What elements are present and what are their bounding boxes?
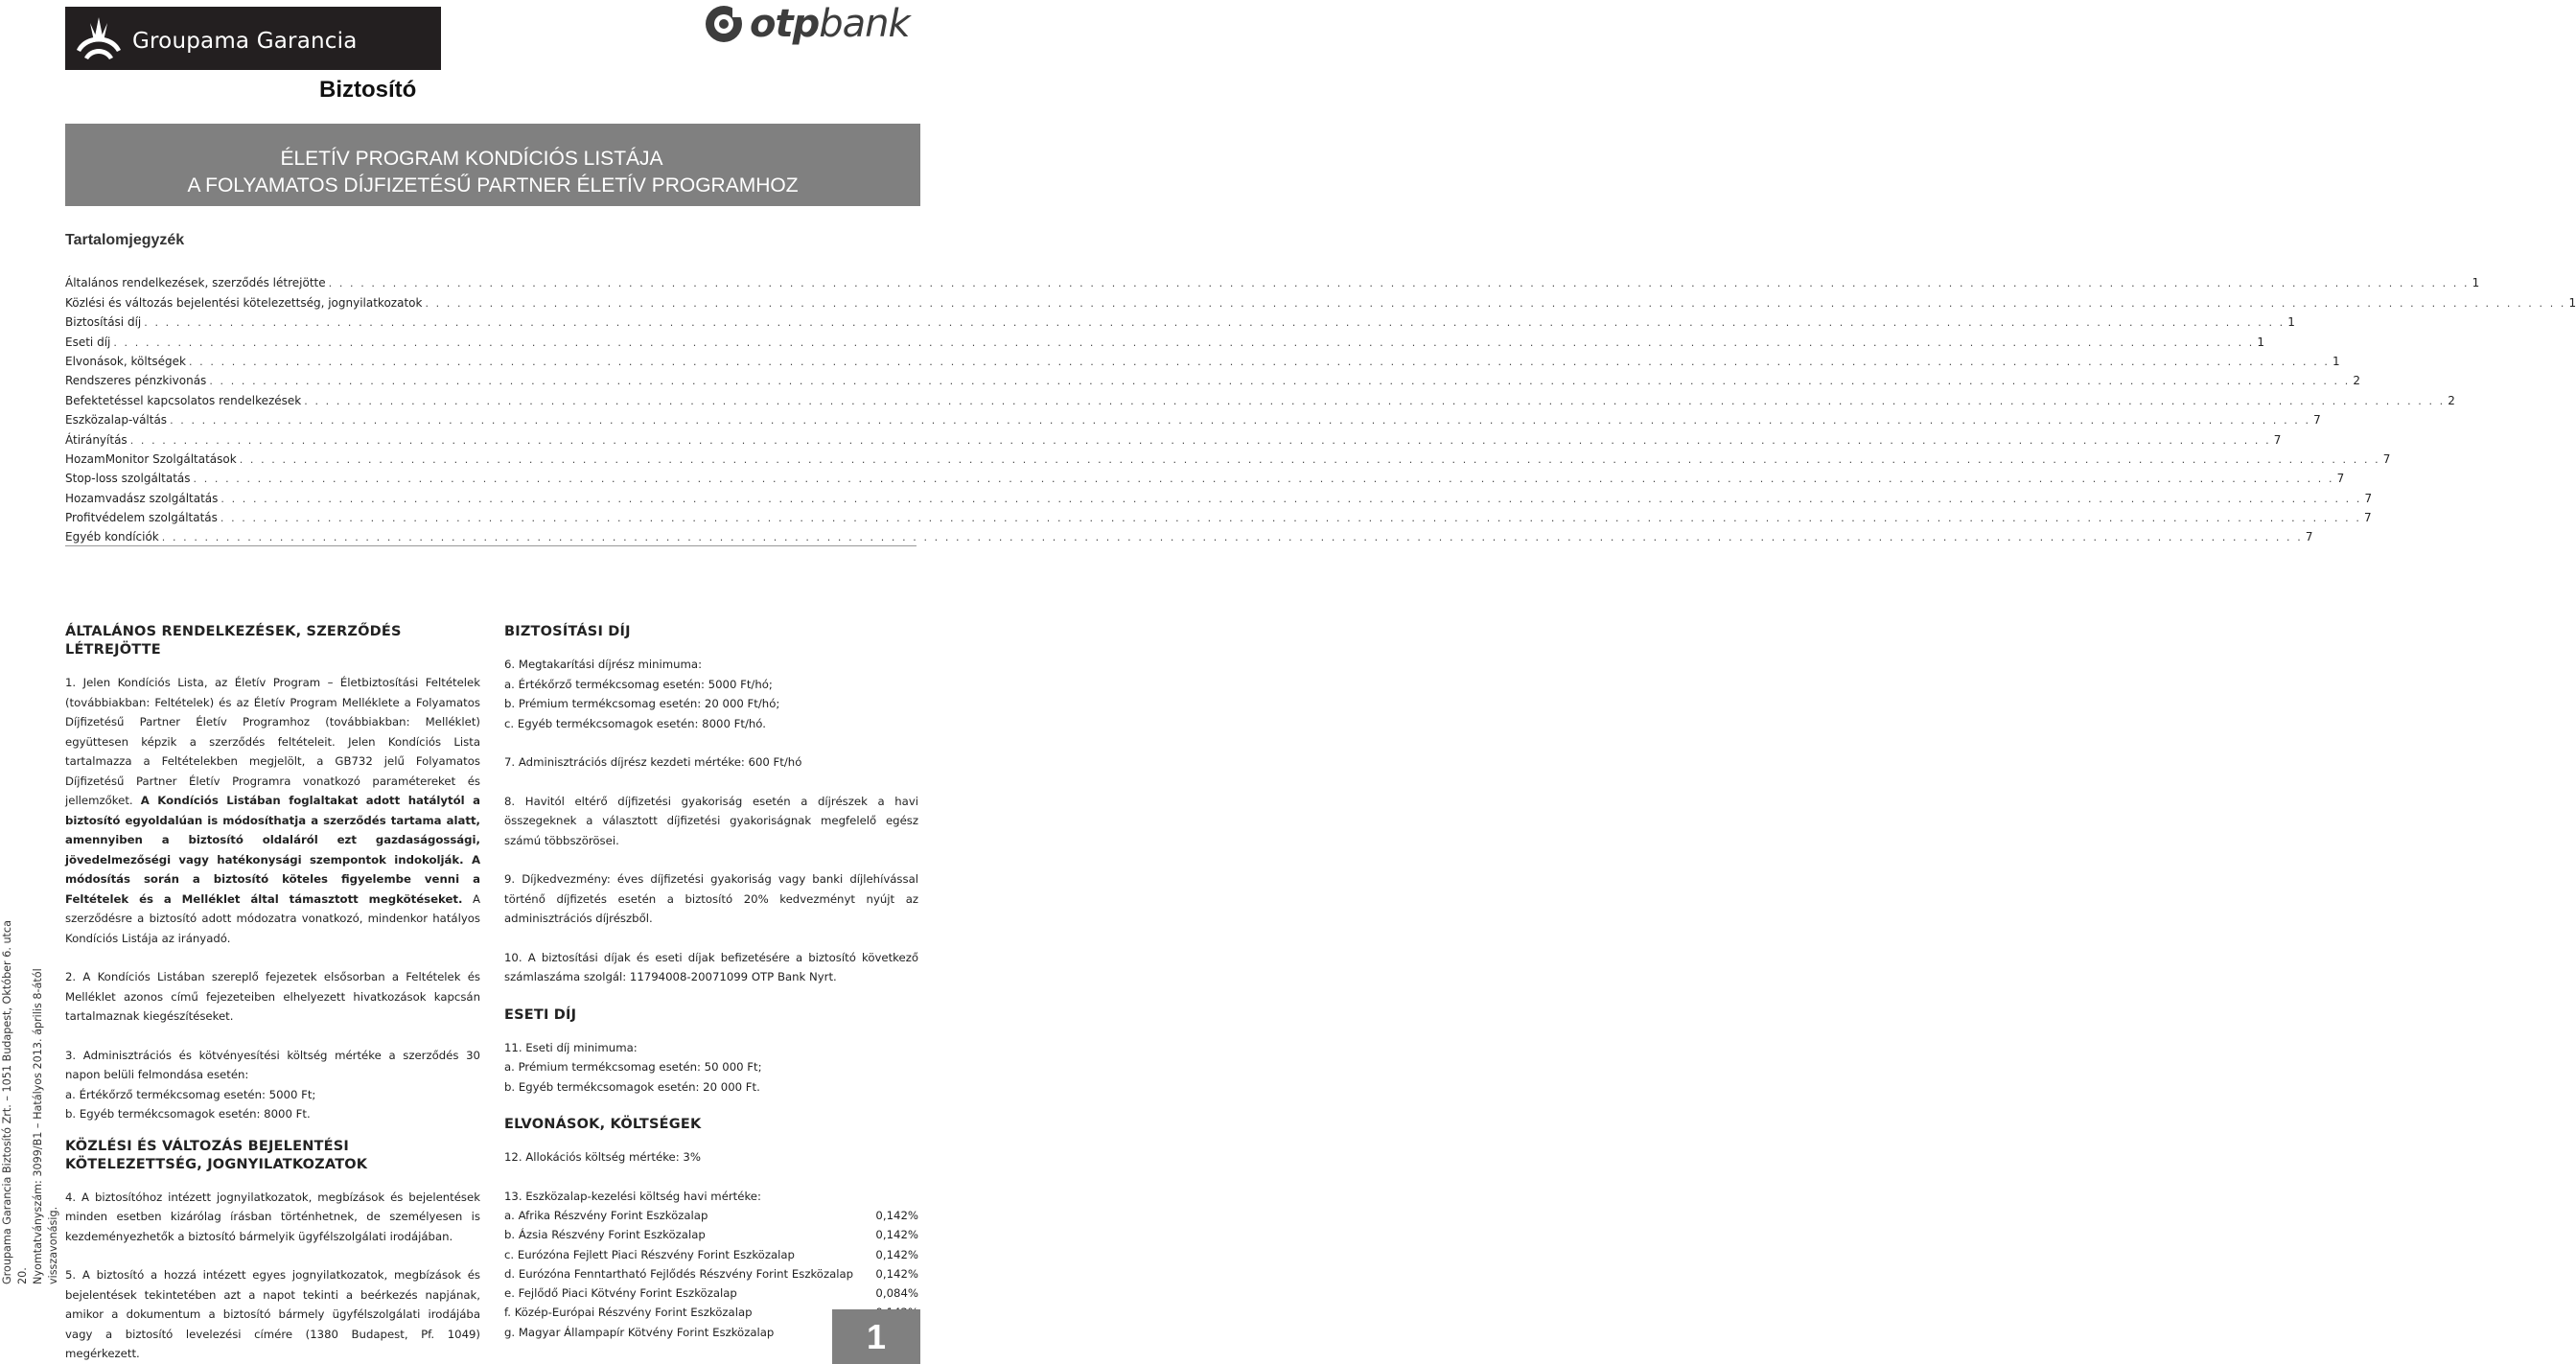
- paragraph-5: 5. A biztosító a hozzá intézett egyes jognyilatkozatok, megbízások és bejelentések tekintetében azt a napot tekinti a beérkezés napjának, amikor a dokumentum a biztosító bármely ügyfélszolgálati irodájába vagy a biztosító levelezési címére (1380 Budapest, Pf. 1049) megérkezett.: [65, 1268, 480, 1360]
- toc-item-label: Eszközalap-váltás: [65, 413, 168, 428]
- toc-heading: Tartalomjegyzék: [65, 232, 185, 248]
- toc-item[interactable]: [65, 387, 2455, 407]
- toc-item-label: Befektetéssel kapcsolatos rendelkezések: [65, 393, 302, 407]
- fund-name: e. Fejlődő Piaci Kötvény Forint Eszközalap: [504, 1286, 737, 1301]
- section-heading-general: ÁLTALÁNOS RENDELKEZÉSEK, SZERZŐDÉS LÉTREJÖTTE: [65, 624, 402, 658]
- toc-item[interactable]: [65, 349, 2340, 368]
- toc-leader-dots: . . . . . . . . . . . . . . . . . . . . . . . . . . . . . . . . . . . . . . . . . . . . . . . . . . . . . . . . . . . . . . . . . . . . . . . . . . . . . . . . . . . . . . . . . . . . . . . . . . . . . . . . . . . . . . . . . . . . . . . . . . . . . . . . . . . . . . . . . . . . . . . . . . . . . . . . . . . . . . . . . . . . . . . . . . . . . . . . . . . . . . . . . . . . . . . . . . . . . . . .: [425, 296, 2566, 310]
- document-title-line1: ÉLETÍV PROGRAM KONDÍCIÓS LISTÁJA: [280, 148, 663, 170]
- paragraph-13: 13. Eszközalap-kezelési költség havi mértéke:: [504, 1189, 761, 1203]
- section-heading-premium: BIZTOSÍTÁSI DÍJ: [504, 624, 631, 639]
- toc-item[interactable]: [65, 407, 2321, 428]
- paragraph-8: 8. Havitól eltérő díjfizetési gyakoriság esetén a díjrészek a havi összegeknek a választott díjfizetési gyakoriságnak megfelelő egész számú többszörösei.: [504, 794, 918, 847]
- toc-item-page: 1: [2287, 315, 2295, 330]
- toc-item-page: 7: [2336, 472, 2345, 486]
- toc-item-page: 7: [2364, 491, 2373, 505]
- toc-leader-dots: . . . . . . . . . . . . . . . . . . . . . . . . . . . . . . . . . . . . . . . . . . . . . . . . . . . . . . . . . . . . . . . . . . . . . . . . . . . . . . . . . . . . . . . . . . . . . . . . . . . . . . . . . . . . . . . . . . . . . . . . . . . . . . . . . . . . . . . . . . . . . . . . . . . . . . . . . . . . . . . . . . . . . . . . . . . . . . . . . . . . . . . . . . . . . . . . . . . . . . . .: [170, 414, 2311, 428]
- paragraph-7: 7. Adminisztrációs díjrész kezdeti mértéke: 600 Ft/hó: [504, 755, 802, 769]
- fund-fee-value: 0,142%: [875, 1209, 918, 1222]
- section-heading-notifications: KÖZLÉSI ÉS VÁLTOZÁS BEJELENTÉSI KÖTELEZETTSÉG, JOGNYILATKOZATOK: [65, 1138, 368, 1172]
- fund-fee-row: [504, 1245, 918, 1264]
- toc-item-label: Egyéb kondíciók: [65, 530, 159, 544]
- paragraph-1: 1. Jelen Kondíciós Lista, az Életív Program – Életbiztosítási Feltételek (továbbiakban: Feltételek) és az Életív Program Melléklete a Folyamatos Díjfizetésű Partner Életív Programhoz (továbbiakban: Melléklet) együttesen képzik a szerződés feltételeit. Jelen Kondíciós Lista tartalmazza a Feltételekben megjelölt, a GB732 jelű Folyamatos Díjfizetésű Partner Életív Programra vonatkozó paramétereket és jellemzőket. A Kondíciós Listában foglaltakat adott hatálytól a biztosító egyoldalúan is módosíthatja a szerződés tartama alatt, amennyiben a biztosító oldaláról ezt gazdaságossági, jövedelmezőségi vagy hatékonysági szempontok indokolják. A módosítás során a biztosító köteles figyelembe venni a Feltételek és a Melléklet által támasztott megkötéseket. A szerződésre a biztosító adott módozatra vonatkozó, mindenkor hatályos Kondíciós Listája az irányadó.: [65, 676, 480, 945]
- otp-emblem-icon: [704, 4, 744, 44]
- toc-item[interactable]: [65, 368, 2360, 388]
- toc-leader-dots: . . . . . . . . . . . . . . . . . . . . . . . . . . . . . . . . . . . . . . . . . . . . . . . . . . . . . . . . . . . . . . . . . . . . . . . . . . . . . . . . . . . . . . . . . . . . . . . . . . . . . . . . . . . . . . . . . . . . . . . . . . . . . . . . . . . . . . . . . . . . . . . . . . . . . . . . . . . . . . . . . . . . . . . . . . . . . . . . . . . . . . . . . . . . . . . . . . . . . . . .: [220, 492, 2362, 505]
- fund-name: a. Afrika Részvény Forint Eszközalap: [504, 1209, 708, 1222]
- toc-item-page: 7: [2382, 451, 2391, 466]
- toc-item-page: 1: [2332, 354, 2340, 368]
- groupama-emblem-icon: [65, 7, 132, 70]
- toc-item[interactable]: [65, 270, 2480, 290]
- toc-item-label: Biztosítási díj: [65, 315, 142, 330]
- toc-item[interactable]: [65, 447, 2391, 466]
- paragraph-6a: a. Értékőrző termékcsomag esetén: 5000 Ft/hó;: [504, 677, 773, 691]
- toc-item-page: 2: [2448, 393, 2455, 407]
- toc-item-page: 7: [2363, 511, 2372, 525]
- toc-item-page: 1: [2472, 276, 2480, 290]
- toc-item[interactable]: [65, 466, 2345, 486]
- toc-item-label: Hozamvadász szolgáltatás: [65, 491, 219, 505]
- otp-brand-name: otpbank: [750, 2, 910, 46]
- toc-item-label: Eseti díj: [65, 335, 111, 349]
- paragraph-9: 9. Díjkedvezmény: éves díjfizetési gyakoriság vagy banki díjlehívással történő díjfizetés esetén a biztosító 20% kedvezményt nyújt az adminisztrációs díjrészből.: [504, 872, 918, 925]
- fund-fee-row: [504, 1225, 918, 1244]
- toc-item-page: 2: [2353, 374, 2360, 388]
- fund-fee-row: [504, 1283, 918, 1303]
- toc-divider: [65, 545, 917, 546]
- paragraph-6b: b. Prémium termékcsomag esetén: 20 000 Ft/hó;: [504, 697, 780, 710]
- fund-name: c. Eurózóna Fejlett Piaci Részvény Forint Eszközalap: [504, 1247, 795, 1261]
- paragraph-11: 11. Eseti díj minimuma:: [504, 1040, 638, 1054]
- toc-leader-dots: . . . . . . . . . . . . . . . . . . . . . . . . . . . . . . . . . . . . . . . . . . . . . . . . . . . . . . . . . . . . . . . . . . . . . . . . . . . . . . . . . . . . . . . . . . . . . . . . . . . . . . . . . . . . . . . . . . . . . . . . . . . . . . . . . . . . . . . . . . . . . . . . . . . . . . . . . . . . . . . . . . . . . . . . . . . . . . . . . . . . . . . . . . . . . . . . . . . . . . . .: [328, 277, 2470, 290]
- toc-item-label: HozamMonitor Szolgáltatások: [65, 451, 237, 466]
- fund-fee-value: 0,142%: [875, 1247, 918, 1261]
- toc-item-label: Általános rendelkezések, szerződés létrejötte: [65, 276, 326, 290]
- toc-item[interactable]: [65, 427, 2282, 447]
- left-column: [65, 623, 480, 1364]
- page-number: 1: [832, 1309, 920, 1364]
- paragraph-12: 12. Allokációs költség mértéke: 3%: [504, 1150, 701, 1164]
- toc-item-label: Közlési és változás bejelentési kötelezettség, jognyilatkozatok: [65, 295, 423, 310]
- paragraph-4: 4. A biztosítóhoz intézett jognyilatkozatok, megbízások és bejelentések minden esetben kizárólag írásban történhetnek, de személyesen is kezdeményezhetők a biztosító bármelyik ügyfélszolgálati irodájában.: [65, 1190, 480, 1243]
- side-imprint-line1: Groupama Garancia Biztosító Zrt. – 1051 Budapest, Október 6. utca 20.: [1, 920, 29, 1284]
- otp-bank-logo: [704, 2, 918, 46]
- paragraph-3b: b. Egyéb termékcsomagok esetén: 8000 Ft.: [65, 1107, 311, 1121]
- toc-item[interactable]: [65, 329, 2265, 349]
- paragraph-3: 3. Adminisztrációs és kötvényesítési költség mértéke a szerződés 30 napon belüli felmondása esetén:: [65, 1048, 480, 1081]
- fund-fee-value: 0,084%: [875, 1286, 918, 1301]
- toc-item-page: 1: [2257, 335, 2265, 349]
- toc-item[interactable]: [65, 505, 2372, 525]
- paragraph-11a: a. Prémium termékcsomag esetén: 50 000 Ft;: [504, 1060, 762, 1074]
- toc-leader-dots: . . . . . . . . . . . . . . . . . . . . . . . . . . . . . . . . . . . . . . . . . . . . . . . . . . . . . . . . . . . . . . . . . . . . . . . . . . . . . . . . . . . . . . . . . . . . . . . . . . . . . . . . . . . . . . . . . . . . . . . . . . . . . . . . . . . . . . . . . . . . . . . . . . . . . . . . . . . . . . . . . . . . . . . . . . . . . . . . . . . . . . . . . . . . . . . . . . . . . . . .: [209, 375, 2351, 388]
- toc-item-label: Rendszeres pénzkivonás: [65, 374, 207, 388]
- fund-fee-value: 0,142%: [875, 1228, 918, 1242]
- fund-name: b. Ázsia Részvény Forint Eszközalap: [504, 1228, 706, 1242]
- toc-item-page: 7: [2313, 413, 2321, 428]
- toc-item-page: 7: [2273, 432, 2282, 447]
- paragraph-3a: a. Értékőrző termékcsomag esetén: 5000 Ft;: [65, 1087, 316, 1101]
- fund-fee-row: [504, 1264, 918, 1283]
- toc-leader-dots: . . . . . . . . . . . . . . . . . . . . . . . . . . . . . . . . . . . . . . . . . . . . . . . . . . . . . . . . . . . . . . . . . . . . . . . . . . . . . . . . . . . . . . . . . . . . . . . . . . . . . . . . . . . . . . . . . . . . . . . . . . . . . . . . . . . . . . . . . . . . . . . . . . . . . . . . . . . . . . . . . . . . . . . . . . . . . . . . . . . . . . . . . . . . . . . . . . . . . . . .: [220, 512, 2361, 525]
- fund-fee-row: [504, 1206, 918, 1225]
- section-label: Biztosító: [319, 77, 417, 103]
- paragraph-2: 2. A Kondíciós Listában szereplő fejezetek elsősorban a Feltételek és Melléklet azonos című fejezeteiben elhelyezett hivatkozások kapcsán tartalmaznak kiegészítéseket.: [65, 970, 480, 1023]
- toc-item-label: Átirányítás: [65, 432, 128, 447]
- toc-leader-dots: . . . . . . . . . . . . . . . . . . . . . . . . . . . . . . . . . . . . . . . . . . . . . . . . . . . . . . . . . . . . . . . . . . . . . . . . . . . . . . . . . . . . . . . . . . . . . . . . . . . . . . . . . . . . . . . . . . . . . . . . . . . . . . . . . . . . . . . . . . . . . . . . . . . . . . . . . . . . . . . . . . . . . . . . . . . . . . . . . . . . . . . . . . . . . . . . . . . . . . . .: [113, 335, 2255, 349]
- document-title-line2: A FOLYAMATOS DÍJFIZETÉSŰ PARTNER ÉLETÍV PROGRAMHOZ: [187, 174, 799, 197]
- fund-fee-value: 0,142%: [875, 1266, 918, 1281]
- toc-item-label: Profitvédelem szolgáltatás: [65, 511, 218, 525]
- toc-item-page: 7: [2305, 530, 2313, 544]
- side-imprint: [0, 901, 59, 1284]
- toc-item-label: Stop-loss szolgáltatás: [65, 472, 191, 486]
- fund-name: g. Magyar Állampapír Kötvény Forint Eszközalap: [504, 1325, 775, 1339]
- toc-item-page: 1: [2568, 295, 2576, 310]
- groupama-logo: [65, 7, 441, 70]
- toc-leader-dots: . . . . . . . . . . . . . . . . . . . . . . . . . . . . . . . . . . . . . . . . . . . . . . . . . . . . . . . . . . . . . . . . . . . . . . . . . . . . . . . . . . . . . . . . . . . . . . . . . . . . . . . . . . . . . . . . . . . . . . . . . . . . . . . . . . . . . . . . . . . . . . . . . . . . . . . . . . . . . . . . . . . . . . . . . . . . . . . . . . . . . . . . . . . . . . . . . . . . . . . .: [188, 355, 2331, 368]
- paragraph-11b: b. Egyéb termékcsomagok esetén: 20 000 Ft.: [504, 1079, 760, 1094]
- fund-name: d. Eurózóna Fenntartható Fejlődés Részvény Forint Eszközalap: [504, 1266, 854, 1281]
- groupama-brand-name: Groupama Garancia: [132, 29, 358, 54]
- right-column: [504, 623, 918, 1342]
- document-title-band: [65, 124, 920, 206]
- paragraph-6c: c. Egyéb termékcsomagok esetén: 8000 Ft/hó.: [504, 716, 766, 730]
- toc-leader-dots: . . . . . . . . . . . . . . . . . . . . . . . . . . . . . . . . . . . . . . . . . . . . . . . . . . . . . . . . . . . . . . . . . . . . . . . . . . . . . . . . . . . . . . . . . . . . . . . . . . . . . . . . . . . . . . . . . . . . . . . . . . . . . . . . . . . . . . . . . . . . . . . . . . . . . . . . . . . . . . . . . . . . . . . . . . . . . . . . . . . . . . . . . . . . . . . . . . . . . . . .: [129, 433, 2271, 447]
- paragraph-10: 10. A biztosítási díjak és eseti díjak befizetésére a biztosító következő számlaszáma szolgál: 11794008-20071099 OTP Bank Nyrt.: [504, 950, 918, 983]
- toc-item-label: Elvonások, költségek: [65, 354, 186, 368]
- toc-item[interactable]: [65, 524, 2313, 544]
- section-heading-one-off: ESETI DÍJ: [504, 1006, 577, 1023]
- toc-leader-dots: . . . . . . . . . . . . . . . . . . . . . . . . . . . . . . . . . . . . . . . . . . . . . . . . . . . . . . . . . . . . . . . . . . . . . . . . . . . . . . . . . . . . . . . . . . . . . . . . . . . . . . . . . . . . . . . . . . . . . . . . . . . . . . . . . . . . . . . . . . . . . . . . . . . . . . . . . . . . . . . . . . . . . . . . . . . . . . . . . . . . . . . . . . . . . . . . . . . . . . . .: [144, 316, 2286, 330]
- toc-leader-dots: . . . . . . . . . . . . . . . . . . . . . . . . . . . . . . . . . . . . . . . . . . . . . . . . . . . . . . . . . . . . . . . . . . . . . . . . . . . . . . . . . . . . . . . . . . . . . . . . . . . . . . . . . . . . . . . . . . . . . . . . . . . . . . . . . . . . . . . . . . . . . . . . . . . . . . . . . . . . . . . . . . . . . . . . . . . . . . . . . . . . . . . . . . . . . . . . . . . . . . . .: [161, 531, 2303, 544]
- toc-item[interactable]: [65, 289, 2576, 310]
- toc-leader-dots: . . . . . . . . . . . . . . . . . . . . . . . . . . . . . . . . . . . . . . . . . . . . . . . . . . . . . . . . . . . . . . . . . . . . . . . . . . . . . . . . . . . . . . . . . . . . . . . . . . . . . . . . . . . . . . . . . . . . . . . . . . . . . . . . . . . . . . . . . . . . . . . . . . . . . . . . . . . . . . . . . . . . . . . . . . . . . . . . . . . . . . . . . . . . . . . . . . . . . . . .: [304, 394, 2446, 407]
- toc-leader-dots: . . . . . . . . . . . . . . . . . . . . . . . . . . . . . . . . . . . . . . . . . . . . . . . . . . . . . . . . . . . . . . . . . . . . . . . . . . . . . . . . . . . . . . . . . . . . . . . . . . . . . . . . . . . . . . . . . . . . . . . . . . . . . . . . . . . . . . . . . . . . . . . . . . . . . . . . . . . . . . . . . . . . . . . . . . . . . . . . . . . . . . . . . . . . . . . . . . . . . . . .: [239, 452, 2380, 466]
- fund-name: f. Közép-Európai Részvény Forint Eszközalap: [504, 1306, 753, 1320]
- paragraph-6: 6. Megtakarítási díjrész minimuma:: [504, 658, 703, 671]
- toc-item[interactable]: [65, 485, 2373, 505]
- table-of-contents: [65, 270, 2576, 544]
- section-heading-costs: ELVONÁSOK, KÖLTSÉGEK: [504, 1117, 702, 1132]
- toc-item[interactable]: [65, 310, 2295, 330]
- toc-leader-dots: . . . . . . . . . . . . . . . . . . . . . . . . . . . . . . . . . . . . . . . . . . . . . . . . . . . . . . . . . . . . . . . . . . . . . . . . . . . . . . . . . . . . . . . . . . . . . . . . . . . . . . . . . . . . . . . . . . . . . . . . . . . . . . . . . . . . . . . . . . . . . . . . . . . . . . . . . . . . . . . . . . . . . . . . . . . . . . . . . . . . . . . . . . . . . . . . . . . . . . . .: [193, 473, 2334, 486]
- side-imprint-line2: Nyomtatványszám: 3099/B1 – Hatályos 2013. április 8-ától visszavonásig.: [32, 968, 59, 1284]
